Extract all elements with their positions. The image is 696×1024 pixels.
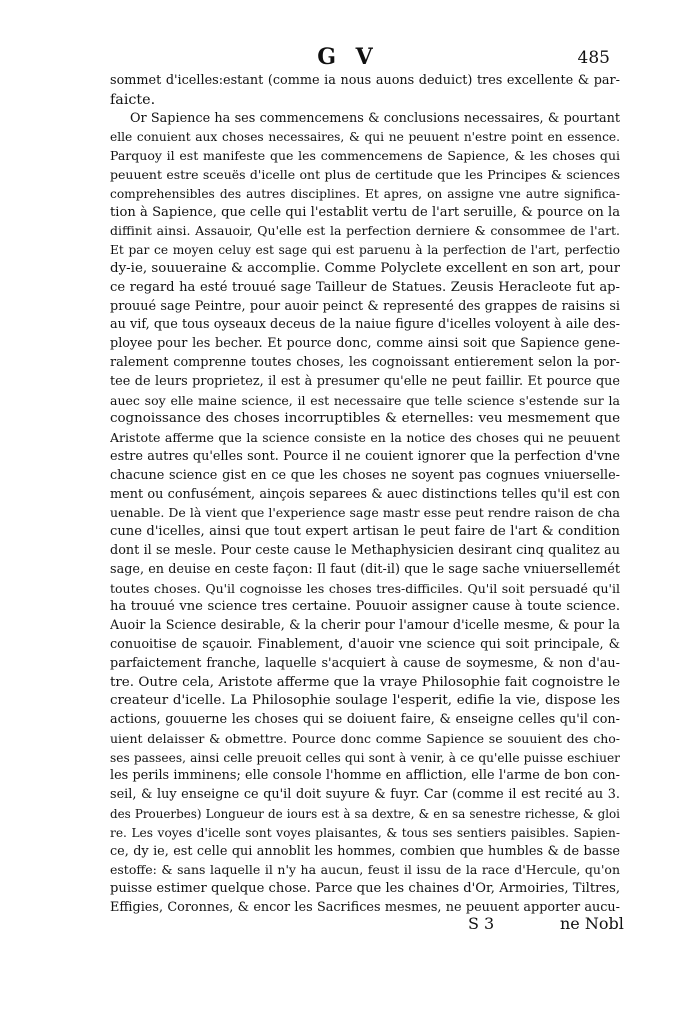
text-line: uenable. De là vient que l'experience sage mastr esse peut rendre raison de cha	[110, 505, 620, 521]
text-line: parfaictement franche, laquelle s'acquiert à cause de soymesme, & non d'au-	[110, 655, 620, 671]
text-line: sage, en deuise en ceste façon: Il faut (dit-il) que le sage sache vniuersellemét	[110, 561, 620, 577]
catchword: ne Nobl	[560, 914, 624, 933]
text-line: ha trouué vne science tres certaine. Pouuoir assigner cause à toute science.	[110, 599, 620, 615]
text-line: peuuent estre sceuës d'icelle ont plus de certitude que les Principes & sciences	[110, 166, 620, 182]
text-line: cune d'icelles, ainsi que tout expert artisan le peut faire de l'art & condition	[110, 524, 620, 540]
text-line: Parquoy il est manifeste que les commencemens de Sapience, & les choses qui	[110, 148, 620, 164]
running-title: G V	[317, 44, 379, 70]
text-line: actions, gouuerne les choses qui se doiuent faire, & enseigne celles qu'il con-	[110, 712, 620, 728]
text-line: Or Sapience ha ses commencemens & conclusions necessaires, & pourtant	[130, 110, 620, 126]
text-line: createur d'icelle. La Philosophie soulage l'esperit, edifie la vie, dispose les	[110, 693, 620, 709]
text-line: ses passees, ainsi celle preuoit celles qui sont à venir, à ce qu'elle puisse eschiuer	[110, 750, 620, 765]
text-line: Et par ce moyen celuy est sage qui est paruenu à la perfection de l'art, perfectio	[110, 243, 620, 258]
text-line: diffinit ainsi. Assauoir, Qu'elle est la perfection derniere & consommee de l'art.	[110, 223, 620, 239]
text-line: ce regard ha esté trouué sage Tailleur de Statues. Zeusis Heracleote fut ap-	[110, 279, 620, 295]
text-line: ployee pour les becher. Et pource donc, comme ainsi soit que Sapience gene-	[110, 336, 620, 352]
text-line: estoffe: & sans laquelle il n'y ha aucun, feust il issu de la race d'Hercule, qu'on	[110, 862, 620, 878]
text-line: estre autres qu'elles sont. Pource il ne couient ignorer que la perfection d'vne	[110, 448, 620, 464]
text-line: chacune science gist en ce que les choses ne soyent pas cognues vniuerselle-	[110, 467, 620, 483]
text-line: ment ou confusément, ainçois separees & auec distinctions telles qu'il est con	[110, 486, 620, 502]
text-line: ralement comprenne toutes choses, les cognoissant entierement selon la por-	[110, 354, 620, 370]
text-line: auec soy elle maine science, il est necessaire que telle science s'estende sur la	[110, 392, 620, 408]
text-line: re. Les voyes d'icelle sont voyes plaisantes, & tous ses sentiers paisibles. Sapien-	[110, 825, 620, 840]
text-line: sommet d'icelles:estant (comme ia nous auons deduict) tres excellente & par-	[110, 73, 620, 88]
text-line: tee de leurs proprietez, il est à presumer qu'elle ne peut faillir. Et pource que	[110, 373, 620, 389]
body-text	[110, 72, 620, 918]
text-line: dy-ie, souueraine & accomplie. Comme Polyclete excellent en son art, pour	[110, 260, 620, 276]
text-line: faicte.	[110, 91, 156, 108]
text-line: comprehensibles des autres disciplines. Et apres, on assigne vne autre significa-	[110, 186, 620, 201]
text-line: Aristote afferme que la science consiste en la notice des choses qui ne peuuent	[110, 430, 620, 446]
text-line: uient delaisser & obmettre. Pource donc comme Sapience se souuient des cho-	[110, 730, 620, 746]
text-line: dont il se mesle. Pour ceste cause le Methaphysicien desirant cinq qualitez au	[110, 542, 620, 558]
text-line: des Prouerbes) Longueur de iours est à sa dextre, & en sa senestre richesse, & gloi	[110, 807, 620, 822]
text-line: tre. Outre cela, Aristote afferme que la vraye Philosophie fait cognoistre le	[110, 674, 620, 690]
text-line: puisse estimer quelque chose. Parce que les chaines d'Or, Armoiries, Tiltres,	[110, 881, 620, 897]
text-line: seil, & luy enseigne ce qu'il doit suyure & fuyr. Car (comme il est recité au 3.	[110, 787, 620, 803]
text-line: toutes choses. Qu'il cognoisse les choses tres-difficiles. Qu'il soit persuadé qu'il	[110, 580, 620, 596]
text-line: conuoitise de sçauoir. Finablement, d'auoir vne science qui soit principale, &	[110, 636, 620, 652]
text-line: cognoissance des choses incorruptibles & eternelles: veu mesmement que	[110, 411, 620, 427]
text-line: elle conuient aux choses necessaires, & qui ne peuuent n'estre point en essence.	[110, 130, 620, 145]
text-line: au vif, que tous oyseaux deceus de la naiue figure d'icelles voloyent à aile des-	[110, 317, 620, 333]
text-line: tion à Sapience, que celle qui l'establit vertu de l'art seruille, & pource on la	[110, 204, 620, 220]
text-line: prouué sage Peintre, pour auoir peinct & representé des grappes de raisins si	[110, 298, 620, 314]
page-number: 485	[577, 48, 610, 68]
text-line: ce, dy ie, est celle qui annoblit les hommes, combien que humbles & de basse	[110, 843, 620, 859]
text-line: Auoir la Science desirable, & la cherir pour l'amour d'icelle mesme, & pour la	[110, 618, 620, 634]
signature-mark: S 3	[468, 914, 495, 933]
text-line: Effigies, Coronnes, & encor les Sacrifices mesmes, ne peuuent apporter aucu-	[110, 900, 620, 916]
page-footer	[0, 914, 696, 938]
text-line: les perils imminens; elle console l'homme en affliction, elle l'arme de bon con-	[110, 768, 620, 784]
